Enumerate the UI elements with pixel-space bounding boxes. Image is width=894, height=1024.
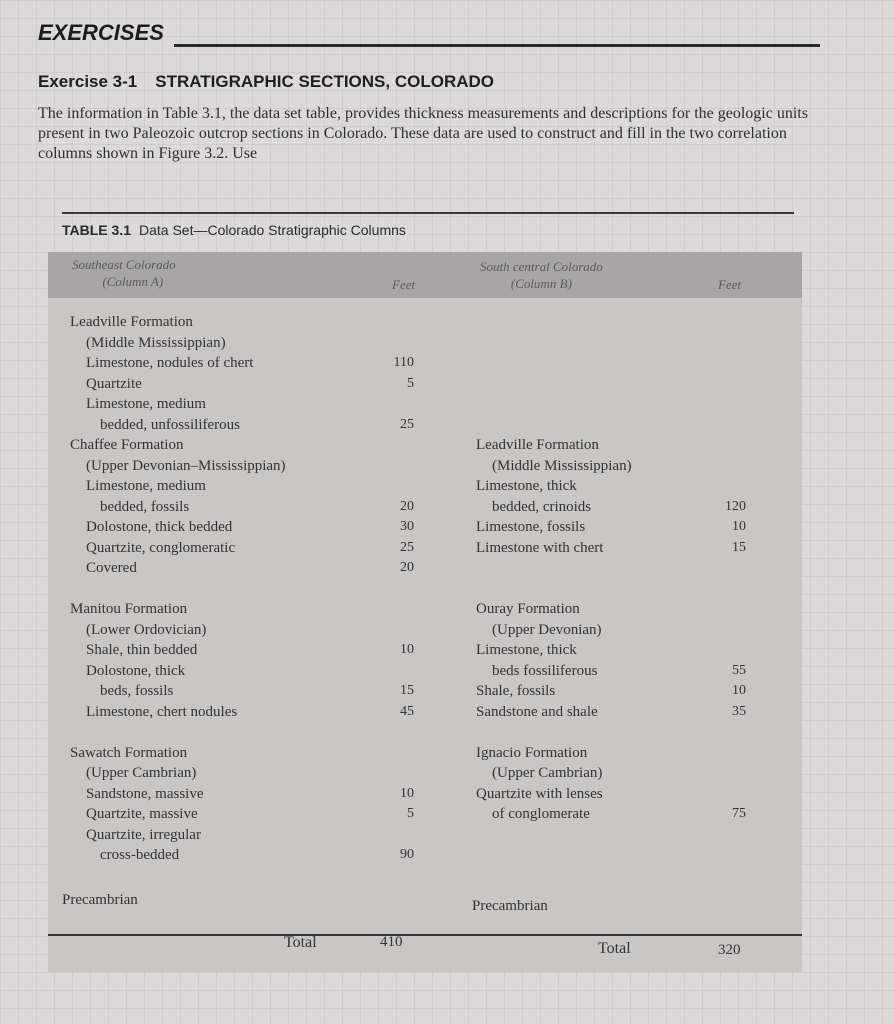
column-b-descriptions	[476, 435, 632, 825]
column-a-total-value: 410	[380, 934, 403, 950]
unit-description: Limestone, medium	[86, 396, 206, 412]
thickness-value: 15	[400, 683, 414, 698]
unit-description: beds, fossils	[100, 683, 174, 699]
thickness-value: 30	[400, 519, 414, 534]
column-a-label: (Column A)	[102, 274, 164, 289]
column-a-descriptions	[70, 312, 286, 866]
unit-description: Limestone, nodules of chert	[86, 355, 254, 371]
thickness-value: 10	[400, 642, 414, 657]
section-title: EXERCISES	[38, 20, 164, 45]
formation-age: (Upper Devonian)	[492, 621, 602, 638]
data-table	[48, 252, 802, 972]
column-b-feet	[716, 435, 746, 825]
unit-description: Limestone, chert nodules	[86, 703, 238, 720]
thickness-value: 20	[400, 560, 414, 575]
unit-description: Quartzite with lenses	[476, 785, 603, 802]
column-a-feet-header: Feet	[392, 277, 416, 292]
column-a-region: Southeast Colorado	[72, 257, 176, 272]
unit-description: Limestone, medium	[86, 478, 206, 494]
unit-description: Quartzite, conglomeratic	[86, 539, 236, 556]
unit-description: Limestone with chert	[476, 539, 604, 556]
column-b-total-label: Total	[598, 940, 631, 957]
table-top-rule	[62, 212, 794, 214]
thickness-value: 55	[732, 662, 746, 678]
section-heading	[38, 20, 820, 52]
thickness-value: 10	[732, 519, 746, 534]
unit-description: bedded, unfossiliferous	[100, 416, 240, 433]
column-b-label: (Column B)	[510, 276, 572, 291]
column-b-header	[480, 258, 603, 292]
column-a-precambrian: Precambrian	[62, 892, 138, 908]
unit-description: Shale, fossils	[476, 683, 556, 699]
column-b-total-value: 320	[718, 942, 741, 958]
unit-description: Limestone, thick	[476, 478, 577, 494]
thickness-value: 20	[400, 498, 414, 514]
formation-age: (Upper Devonian–Mississippian)	[86, 457, 286, 474]
thickness-value: 120	[725, 498, 746, 514]
unit-description: of conglomerate	[492, 806, 590, 822]
exercise-title: STRATIGRAPHIC SECTIONS, COLORADO	[155, 72, 494, 91]
unit-description: Quartzite	[86, 375, 142, 392]
unit-description: Sandstone, massive	[86, 785, 204, 802]
thickness-value: 90	[400, 847, 414, 862]
unit-description: bedded, crinoids	[492, 498, 592, 515]
unit-description: Dolostone, thick bedded	[86, 519, 233, 535]
column-b-feet-header: Feet	[718, 277, 742, 292]
formation-age: (Middle Mississippian)	[86, 334, 226, 351]
table-label: TABLE 3.1	[62, 222, 131, 238]
formation-name: Manitou Formation	[70, 601, 188, 617]
thickness-value: 35	[732, 703, 746, 719]
formation-name: Leadville Formation	[70, 314, 193, 330]
unit-description: cross-bedded	[100, 847, 180, 863]
table-bottom-rule	[48, 934, 802, 936]
thickness-value: 25	[400, 416, 414, 432]
formation-name: Leadville Formation	[476, 437, 599, 453]
exercise-heading	[38, 72, 494, 92]
unit-description: Limestone, thick	[476, 642, 577, 658]
formation-name: Ignacio Formation	[476, 744, 588, 761]
column-b-region: South central Colorado	[480, 259, 603, 274]
thickness-value: 5	[407, 806, 414, 821]
thickness-value: 10	[732, 683, 746, 698]
thickness-value: 45	[400, 703, 414, 719]
unit-description: Shale, thin bedded	[86, 642, 198, 658]
table-caption-text: Data Set—Colorado Stratigraphic Columns	[138, 222, 406, 238]
column-b-precambrian: Precambrian	[472, 898, 548, 914]
column-a-total-label: Total	[284, 934, 317, 951]
thickness-value: 10	[400, 785, 414, 801]
table-caption	[62, 222, 406, 238]
column-a-feet	[384, 312, 414, 866]
thickness-value: 110	[393, 355, 414, 370]
thickness-value: 15	[732, 539, 746, 555]
formation-age: (Lower Ordovician)	[86, 621, 207, 638]
unit-description: Sandstone and shale	[476, 703, 598, 720]
unit-description: Covered	[86, 560, 137, 576]
unit-description: beds fossiliferous	[492, 662, 598, 679]
thickness-value: 75	[732, 806, 746, 821]
unit-description: bedded, fossils	[100, 498, 190, 515]
exercise-number: Exercise 3-1	[38, 72, 138, 91]
formation-name: Chaffee Formation	[70, 437, 184, 453]
formation-name: Ouray Formation	[476, 601, 580, 617]
unit-description: Quartzite, irregular	[86, 826, 201, 843]
formation-age: (Upper Cambrian)	[86, 765, 197, 781]
unit-description: Dolostone, thick	[86, 662, 186, 679]
formation-name: Sawatch Formation	[70, 744, 188, 761]
formation-age: (Upper Cambrian)	[492, 765, 603, 781]
table-header	[48, 252, 802, 298]
unit-description: Quartzite, massive	[86, 806, 198, 822]
unit-description: Limestone, fossils	[476, 519, 586, 535]
column-a-header	[72, 256, 176, 290]
thickness-value: 5	[407, 375, 414, 391]
formation-age: (Middle Mississippian)	[492, 457, 632, 474]
intro-paragraph: The information in Table 3.1, the data set table, provides thickness measurements and descriptions for the geologic units present in two Paleozoic outcrop sections in Colorado. These data are used to construct and fill in the two correlation columns shown in Figure 3.2. Use	[38, 105, 808, 162]
thickness-value: 25	[400, 539, 414, 555]
heading-rule	[174, 44, 820, 47]
